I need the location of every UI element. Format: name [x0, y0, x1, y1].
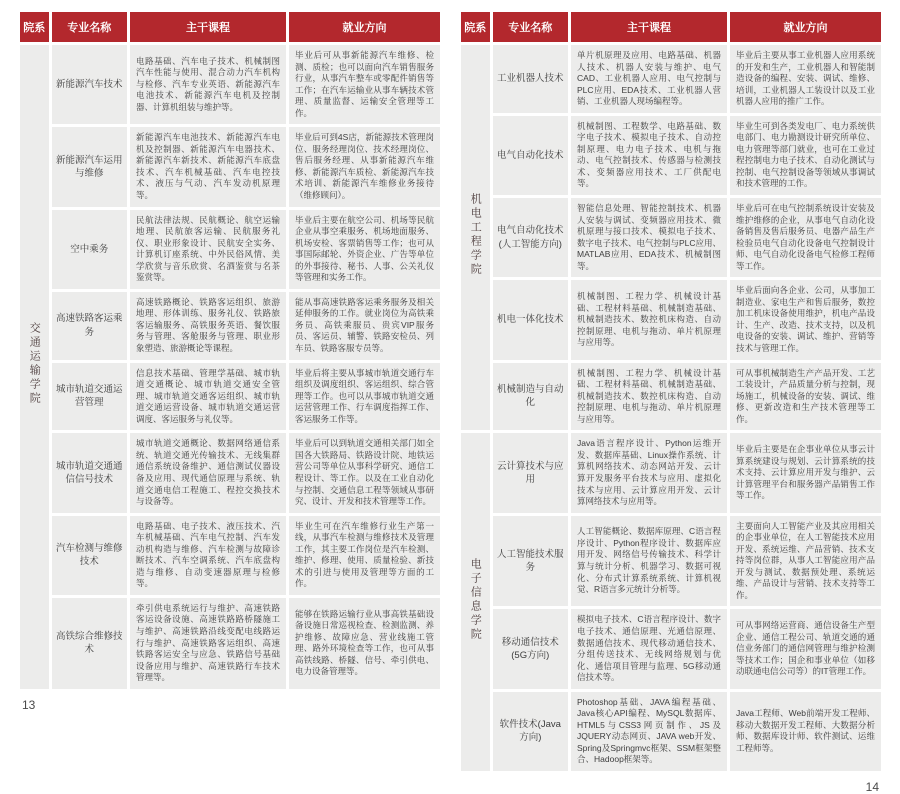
- table-row: [461, 45, 881, 113]
- college-cell: [461, 433, 490, 771]
- header-courses: 主干课程: [130, 12, 286, 42]
- table-row: [461, 433, 881, 512]
- courses-cell: Photoshop基础、JAVA编程基础、Java核心API编程、MySQL数据库、HTML5与CSS3网页制作、JS及JQUERY动态网页、JAVA web开发、Spring及Springmvc框架、SSM框架整合、Hadoop框架等。: [571, 692, 727, 771]
- table-row: [20, 45, 440, 124]
- header-row: [461, 12, 881, 42]
- courses-cell: 城市轨道交通概论、数据网络通信系统、轨道交通光传输技术、无线集群通信系统设备维护、通信测试仪器设备及应用、现代通信原理与系统、轨道交通电信工程施工、程控交换技术与设备等。: [130, 433, 286, 512]
- table-row: [461, 116, 881, 195]
- major-cell: 汽车检测与维修技术: [52, 516, 127, 595]
- college-cell: [461, 45, 490, 430]
- courses-cell: 新能源汽车电池技术、新能源汽车电机及控制器、新能源汽车电器技术、新能源汽车新技术、新能源汽车底盘技术、汽车机械基础、汽车电控技术、液压与气动、汽车发动机原理等。: [130, 127, 286, 206]
- table-row: [20, 210, 440, 289]
- table-row: [20, 433, 440, 512]
- careers-cell: 毕业生可在汽车维修行业生产第一线，从事汽车检测与维修技术及管理工作，其主要工作岗位是汽车检测、维护、修理、使用、质量检验、新技术的引进与使用及管理等方面的工作。: [289, 516, 440, 595]
- careers-cell: 毕业生可到各类发电厂、电力系统供电部门、电力勘测设计研究所单位、电力管理等部门就业，也可在工业过程控制电力电子技术、自动化测试与控制、电气控制设备等领域从事调试和技术管理的工作。: [730, 116, 881, 195]
- majors-table-right: [458, 9, 884, 774]
- header-row: [20, 12, 440, 42]
- table-row: [461, 363, 881, 431]
- careers-cell: 能够在铁路运输行业从事高铁基础设备设施日常巡视检查、检测监测、养护维修、故障应急、营业线施工管理、路外环境检查等工作，也可从事高铁线路、桥隧、信号、牵引供电、电力设备管理等。: [289, 598, 440, 689]
- careers-cell: 可从事网络运营商、通信设备生产型企业、通信工程公司、轨道交通的通信业务部门的通信网管理与维护检测等技术工作；国企和事业单位（如移动联通电信公司等）的IT管理工作。: [730, 609, 881, 688]
- header-courses: 主干课程: [571, 12, 727, 42]
- header-major: 专业名称: [493, 12, 568, 42]
- major-cell: 工业机器人技术: [493, 45, 568, 113]
- careers-cell: 毕业后将主要从事城市轨道交通行车组织及调度组织、客运组织、综合管理等工作。也可以从事城市轨道交通运营管理工作、行车调度指挥工作、客运服务工作等。: [289, 363, 440, 431]
- courses-cell: 信息技术基础、管理学基础、城市轨道交通概论、城市轨道交通安全管理、城市轨道交通客运组织、城市轨道交通运营设备、城市轨道交通运营调度、客运服务与礼仪等。: [130, 363, 286, 431]
- header-major: 专业名称: [52, 12, 127, 42]
- major-cell: 高铁综合维修技术: [52, 598, 127, 689]
- courses-cell: 模拟电子技术、C语言程序设计、数字电子技术、通信原理、光通信原理、数据通信技术、现代移动通信技术、分组传送技术、无线网络规划与优化、通信项目管理与监理、5G移动通信技术等。: [571, 609, 727, 688]
- table-row: [20, 127, 440, 206]
- courses-cell: 电路基础、汽车电子技术、机械制图汽车性能与使用、混合动力汽车机构与检修、汽车专业英语、新能源汽车电池技术、新能源汽车电机及控制器、计算机组装与维护等。: [130, 45, 286, 124]
- courses-cell: 人工智能概论、数据库原理、C语言程序设计、Python程序设计、数据库应用开发、网络信号传输技术、科学计算与统计分析、机器学习、数据可视化、分布式计算系统系统、计算机视觉、R语言多元统计分析等。: [571, 516, 727, 607]
- table-row: [461, 516, 881, 607]
- major-cell: 高速铁路客运乘务: [52, 292, 127, 360]
- page-number-right: 14: [865, 779, 879, 794]
- courses-cell: 机械制图、工程数学、电路基础、数字电子技术、模拟电子技术、自动控制原理、电力电子技术、电机与拖动、电气控制技术、传感器与检测技术、变频器应用技术、工厂供配电等。: [571, 116, 727, 195]
- major-cell: 机械制造与自动化: [493, 363, 568, 431]
- careers-cell: 毕业后可从事新能源汽车维修、检测、质检；也可以面向汽车销售服务行业，从事汽车整车或零配件销售等工作；在汽车运输业从事车辆技术管理、质量监督、运输安全管理等工作。: [289, 45, 440, 124]
- careers-cell: 能从事高速铁路客运乘务服务及相关延伸服务的工作。就业岗位为高铁乘务员、高铁乘服员、贵宾VIP服务员、客运员、辅警、铁路安检员、列车员、铁路客服专员等。: [289, 292, 440, 360]
- major-cell: 城市轨道交通通信信号技术: [52, 433, 127, 512]
- header-careers: 就业方向: [289, 12, 440, 42]
- courses-cell: 高速铁路概论、铁路客运组织、旅游地理、形体训练、服务礼仪、铁路旅客运输服务、高铁服务英语、餐饮服务与管理、客舱服务与管理、职业形象塑造、旅游概论等课程。: [130, 292, 286, 360]
- college-name: 电子信息学院: [469, 557, 482, 642]
- table-row: [461, 609, 881, 688]
- careers-cell: 毕业后可以到轨道交通相关部门如全国各大铁路局、铁路设计院、地铁运营公司等单位从事科学研究、通信工程设计、等工作。以及在工业自动化与控制、交通信息工程等领域从事研究、设计、开发和技术管理等工作。: [289, 433, 440, 512]
- careers-cell: 毕业后可在电气控制系统设计安装及维护维修的企业，从事电气自动化设备销售及售后服务员、电器产品生产检验员电气自动化设备电气控制设计师、电气自动化设备电气检修工程师等工作。: [730, 198, 881, 277]
- major-cell: 移动通信技术(5G方向): [493, 609, 568, 688]
- careers-cell: Java工程师、Web前端开发工程师、移动大数据开发工程师、大数据分析师、数据库设计师、软件测试、运维工程师等。: [730, 692, 881, 771]
- major-cell: 新能源汽车技术: [52, 45, 127, 124]
- courses-cell: Java语言程序设计、Python运维开发、数据库基础、Linux操作系统、计算机网络技术、动态网站开发、云计算开发服务平台技术与应用、虚拟化技术与应用、云计算应用开发、云计算网络技术与应用等。: [571, 433, 727, 512]
- table-row: [461, 692, 881, 771]
- courses-cell: 机械制图、工程力学、机械设计基础、工程材料基础、机械制造基础、机械制造技术、数控机床构造、自动控制原理、电机与拖动、单片机原理与应用等。: [571, 363, 727, 431]
- table-row: [20, 363, 440, 431]
- major-cell: 机电一体化技术: [493, 280, 568, 359]
- majors-table-left: [17, 9, 443, 692]
- major-cell: 软件技术(Java方向): [493, 692, 568, 771]
- table-row: [20, 516, 440, 595]
- courses-cell: 牵引供电系统运行与维护、高速铁路客运设备设施、高速铁路路桥隧施工与维护、高速铁路沿线变配电线路运行与维护、高速铁路客运组织、高速铁路客运安全与应急、铁路信号基础设备应用与维护、高速铁路行车技术管理等。: [130, 598, 286, 689]
- college-name: 机电工程学院: [469, 193, 482, 278]
- careers-cell: 主要面向人工智能产业及其应用相关的企事业单位，在人工智能技术应用开发、系统运维、产品营销、技术支持等岗位群，从事人工智能应用产品开发与测试、数据预处理、系统运维、产品设计与营销、技术支持等工作。: [730, 516, 881, 607]
- header-college: 院系: [20, 12, 49, 42]
- courses-cell: 民航法律法规、民航概论、航空运输地理、民航旅客运输、民航服务礼仪、职业形象设计、民航安全实务、计算机订座系统、中外民俗风情、美学欣赏与音乐欣赏、名酒鉴赏与名茶鉴赏等。: [130, 210, 286, 289]
- careers-cell: 毕业后面向各企业、公司，从事加工制造业、家电生产和售后服务，数控加工机床设备使用维护，机电产品设计、生产、改造、技术支持，以及机电设备的安装、调试、维护、营销等技术与管理工作。: [730, 280, 881, 359]
- careers-cell: 毕业后主要在航空公司、机场等民航企业从事空乘服务、机场地面服务、机场安检、客票销售等工作；也可从事国际邮轮、外资企业、广告等单位的外事接待、秘书、人事、公关礼仪等管理和实务工作。: [289, 210, 440, 289]
- major-cell: 空中乘务: [52, 210, 127, 289]
- careers-cell: 毕业后主要是在企事业单位从事云计算系统建设与规划、云计算系统的技术支持、云计算应用开发与维护、云计算管理平台和服务器产品销售工作等工作。: [730, 433, 881, 512]
- major-cell: 电气自动化技术(人工智能方向): [493, 198, 568, 277]
- courses-cell: 智能信息处理、智能控制技术、机器人安装与调试、变频器应用技术、微机原理与接口技术、模拟电子技术、数字电子技术、电气控制与PLC应用、MATLAB应用、EDA技术、机械制图等。: [571, 198, 727, 277]
- table-row: [461, 198, 881, 277]
- header-careers: 就业方向: [730, 12, 881, 42]
- major-cell: 城市轨道交通运营管理: [52, 363, 127, 431]
- table-row: [20, 598, 440, 689]
- major-cell: 新能源汽车运用与维修: [52, 127, 127, 206]
- major-cell: 云计算技术与应用: [493, 433, 568, 512]
- major-cell: 人工智能技术服务: [493, 516, 568, 607]
- courses-cell: 机械制图、工程力学、机械设计基础、工程材料基础、机械制造基础、机械制造技术、数控机床构造、自动控制原理、电机与拖动、单片机原理与应用等。: [571, 280, 727, 359]
- page-14: [461, 12, 881, 794]
- major-cell: 电气自动化技术: [493, 116, 568, 195]
- table-row: [461, 280, 881, 359]
- page-number-left: 13: [22, 697, 36, 712]
- college-cell: [20, 45, 49, 689]
- table-row: [20, 292, 440, 360]
- college-name: 交通运输学院: [28, 322, 41, 407]
- careers-cell: 可从事机械制造生产产品开发、工艺工装设计，产品质量分析与控制，现场施工，机械设备的安装、调试、维修、更新改造和生产技术管理等工作。: [730, 363, 881, 431]
- courses-cell: 电路基础、电子技术、液压技术、汽车机械基础、汽车电气控制、汽车发动机构造与维修、汽车检测与故障诊断技术、汽车空调系统、汽车底盘构造与维修、自动变速器原理与检修等。: [130, 516, 286, 595]
- careers-cell: 毕业后主要从事工业机器人应用系统的开发和生产，工业机器人和智能制造设备的编程、安装、调试、维修、培训，工业机器人工装设计以及工业机器人应用的推广工作。: [730, 45, 881, 113]
- page-13: [20, 12, 440, 794]
- header-college: 院系: [461, 12, 490, 42]
- courses-cell: 单片机原理及应用、电路基础、机器人技术、机器人安装与维护、电气CAD、工业机器人应用、电气控制与PLC应用、EDA技术、工业机器人营销、工业机器人现场编程等。: [571, 45, 727, 113]
- careers-cell: 毕业后可到4S店，新能源技术管理岗位、服务经理岗位、技术经理岗位、售后服务经理、从事新能源汽车维修、新能源汽车质检、新能源汽车技术培训、新能源汽车维修业务接待（维修顾问）。: [289, 127, 440, 206]
